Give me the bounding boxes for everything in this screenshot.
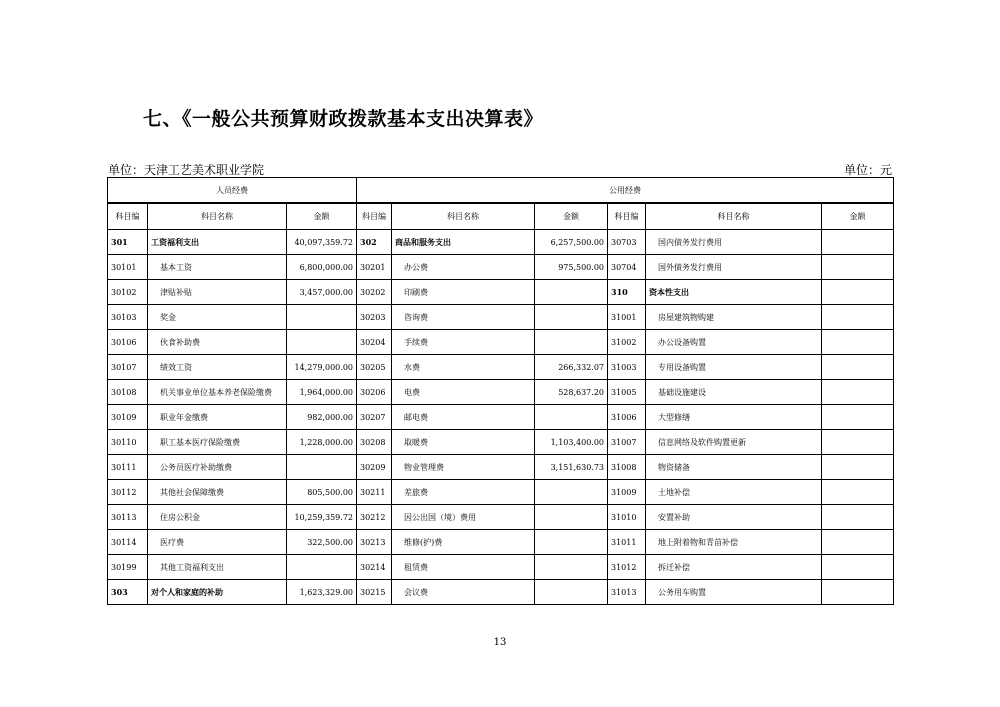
cell-code: 31011	[608, 530, 646, 555]
cell-name: 电费	[392, 380, 535, 405]
table-row	[108, 480, 894, 505]
cell-name: 办公设备购置	[646, 330, 822, 355]
table-row	[108, 555, 894, 580]
cell-code: 30101	[108, 255, 148, 280]
cell-code: 30112	[108, 480, 148, 505]
cell-amount: 6,257,500.00	[535, 230, 608, 255]
cell-amount	[822, 355, 894, 380]
cell-name: 地上附着物和青苗补偿	[646, 530, 822, 555]
cell-amount: 805,500.00	[287, 480, 357, 505]
table-row	[108, 505, 894, 530]
table-row	[108, 455, 894, 480]
currency-unit: 单位：元	[843, 163, 892, 177]
cell-amount	[535, 280, 608, 305]
cell-code: 31010	[608, 505, 646, 530]
cell-code: 301	[108, 230, 148, 255]
cell-amount	[535, 330, 608, 355]
cell-name: 信息网络及软件购置更新	[646, 430, 822, 455]
cell-name: 基本工资	[148, 255, 287, 280]
cell-code: 30206	[357, 380, 392, 405]
cell-code: 31013	[608, 580, 646, 605]
budget-table	[107, 177, 894, 605]
cell-code: 30204	[357, 330, 392, 355]
cell-amount	[535, 405, 608, 430]
cell-code: 30205	[357, 355, 392, 380]
cell-code: 30102	[108, 280, 148, 305]
cell-amount	[287, 330, 357, 355]
cell-code: 31005	[608, 380, 646, 405]
cell-amount: 975,500.00	[535, 255, 608, 280]
cell-code: 30106	[108, 330, 148, 355]
cell-name: 大型修缮	[646, 405, 822, 430]
cell-amount: 1,964,000.00	[287, 380, 357, 405]
table-row	[108, 580, 894, 605]
cell-name: 租赁费	[392, 555, 535, 580]
cell-name: 房屋建筑物购建	[646, 305, 822, 330]
cell-name: 商品和服务支出	[392, 230, 535, 255]
cell-amount: 6,800,000.00	[287, 255, 357, 280]
cell-amount	[822, 305, 894, 330]
cell-code: 30215	[357, 580, 392, 605]
cell-name: 取暖费	[392, 430, 535, 455]
cell-code: 31001	[608, 305, 646, 330]
unit-name: 单位：天津工艺美术职业学院	[108, 163, 265, 177]
cell-code: 31009	[608, 480, 646, 505]
cell-name: 职工基本医疗保险缴费	[148, 430, 287, 455]
cell-name: 会议费	[392, 580, 535, 605]
table-row	[108, 255, 894, 280]
cell-name: 专用设备购置	[646, 355, 822, 380]
cell-amount	[535, 305, 608, 330]
table-row	[108, 380, 894, 405]
cell-code: 31007	[608, 430, 646, 455]
table-row	[108, 530, 894, 555]
cell-amount: 322,500.00	[287, 530, 357, 555]
cell-amount	[822, 455, 894, 480]
cell-amount: 1,623,329.00	[287, 580, 357, 605]
cell-code: 30110	[108, 430, 148, 455]
cell-name: 拆迁补偿	[646, 555, 822, 580]
cell-name: 手续费	[392, 330, 535, 355]
cell-code: 30202	[357, 280, 392, 305]
cell-code: 30208	[357, 430, 392, 455]
cell-name: 维修(护)费	[392, 530, 535, 555]
cell-code: 30203	[357, 305, 392, 330]
cell-code: 30209	[357, 455, 392, 480]
cell-amount	[535, 580, 608, 605]
cell-name: 土地补偿	[646, 480, 822, 505]
cell-code: 30107	[108, 355, 148, 380]
header-name: 科目名称	[148, 203, 287, 230]
cell-amount: 982,000.00	[287, 405, 357, 430]
cell-name: 伙食补助费	[148, 330, 287, 355]
cell-amount	[535, 530, 608, 555]
table-row	[108, 430, 894, 455]
cell-code: 30212	[357, 505, 392, 530]
header-code: 科目编	[108, 203, 148, 230]
cell-amount	[822, 380, 894, 405]
group-personnel: 人员经费	[108, 178, 357, 204]
header-amount: 金额	[535, 203, 608, 230]
cell-name: 安置补助	[646, 505, 822, 530]
cell-name: 机关事业单位基本养老保险缴费	[148, 380, 287, 405]
cell-name: 津贴补贴	[148, 280, 287, 305]
cell-code: 30201	[357, 255, 392, 280]
cell-amount	[287, 305, 357, 330]
cell-name: 绩效工资	[148, 355, 287, 380]
cell-code: 31002	[608, 330, 646, 355]
cell-name: 其他社会保障缴费	[148, 480, 287, 505]
cell-name: 国内债务发行费用	[646, 230, 822, 255]
cell-amount	[287, 555, 357, 580]
cell-code: 30703	[608, 230, 646, 255]
cell-name: 印刷费	[392, 280, 535, 305]
cell-amount	[822, 555, 894, 580]
cell-name: 公务用车购置	[646, 580, 822, 605]
table-row	[108, 330, 894, 355]
cell-name: 咨询费	[392, 305, 535, 330]
cell-code: 30111	[108, 455, 148, 480]
cell-amount: 14,279,000.00	[287, 355, 357, 380]
cell-amount	[822, 480, 894, 505]
cell-amount	[822, 405, 894, 430]
table-row	[108, 355, 894, 380]
cell-code: 31003	[608, 355, 646, 380]
cell-amount	[822, 255, 894, 280]
table-row	[108, 305, 894, 330]
cell-name: 工资福利支出	[148, 230, 287, 255]
cell-code: 30103	[108, 305, 148, 330]
cell-amount	[822, 230, 894, 255]
group-header-row	[108, 178, 894, 204]
cell-amount: 266,332.07	[535, 355, 608, 380]
cell-code: 30114	[108, 530, 148, 555]
cell-amount: 1,103,400.00	[535, 430, 608, 455]
cell-amount	[535, 480, 608, 505]
cell-code: 31012	[608, 555, 646, 580]
header-name: 科目名称	[646, 203, 822, 230]
header-code: 科目编	[357, 203, 392, 230]
cell-amount: 1,228,000.00	[287, 430, 357, 455]
cell-amount	[822, 505, 894, 530]
cell-code: 30113	[108, 505, 148, 530]
cell-name: 其他工资福利支出	[148, 555, 287, 580]
cell-amount: 40,097,359.72	[287, 230, 357, 255]
cell-code: 303	[108, 580, 148, 605]
cell-amount	[822, 530, 894, 555]
cell-code: 30108	[108, 380, 148, 405]
cell-code: 30214	[357, 555, 392, 580]
cell-name: 对个人和家庭的补助	[148, 580, 287, 605]
cell-name: 职业年金缴费	[148, 405, 287, 430]
cell-code: 30199	[108, 555, 148, 580]
cell-code: 31008	[608, 455, 646, 480]
cell-code: 30207	[357, 405, 392, 430]
cell-amount	[535, 505, 608, 530]
cell-name: 物资储备	[646, 455, 822, 480]
cell-code: 310	[608, 280, 646, 305]
cell-amount: 10,259,359.72	[287, 505, 357, 530]
cell-amount	[822, 280, 894, 305]
header-amount: 金额	[822, 203, 894, 230]
cell-amount	[822, 580, 894, 605]
header-amount: 金额	[287, 203, 357, 230]
column-header-row	[108, 203, 894, 230]
table-row	[108, 230, 894, 255]
cell-amount	[822, 430, 894, 455]
cell-name: 物业管理费	[392, 455, 535, 480]
cell-name: 基础设施建设	[646, 380, 822, 405]
cell-name: 办公费	[392, 255, 535, 280]
cell-code: 30213	[357, 530, 392, 555]
cell-amount	[822, 330, 894, 355]
cell-code: 30704	[608, 255, 646, 280]
cell-code: 30211	[357, 480, 392, 505]
header-name: 科目名称	[392, 203, 535, 230]
group-public: 公用经费	[357, 178, 894, 204]
cell-name: 水费	[392, 355, 535, 380]
cell-name: 差旅费	[392, 480, 535, 505]
cell-amount: 528,637.20	[535, 380, 608, 405]
cell-name: 医疗费	[148, 530, 287, 555]
cell-name: 资本性支出	[646, 280, 822, 305]
page-number: 13	[493, 637, 507, 648]
table-row	[108, 280, 894, 305]
cell-amount: 3,151,630.73	[535, 455, 608, 480]
cell-code: 31006	[608, 405, 646, 430]
cell-name: 因公出国（境）费用	[392, 505, 535, 530]
page-title: 七、《一般公共预算财政拨款基本支出决算表》	[143, 108, 544, 130]
cell-name: 奖金	[148, 305, 287, 330]
cell-amount	[287, 455, 357, 480]
cell-name: 国外债务发行费用	[646, 255, 822, 280]
cell-code: 302	[357, 230, 392, 255]
cell-code: 30109	[108, 405, 148, 430]
cell-name: 邮电费	[392, 405, 535, 430]
cell-name: 公务员医疗补助缴费	[148, 455, 287, 480]
header-code: 科目编	[608, 203, 646, 230]
cell-amount: 3,457,000.00	[287, 280, 357, 305]
cell-amount	[535, 555, 608, 580]
cell-name: 住房公积金	[148, 505, 287, 530]
table-row	[108, 405, 894, 430]
